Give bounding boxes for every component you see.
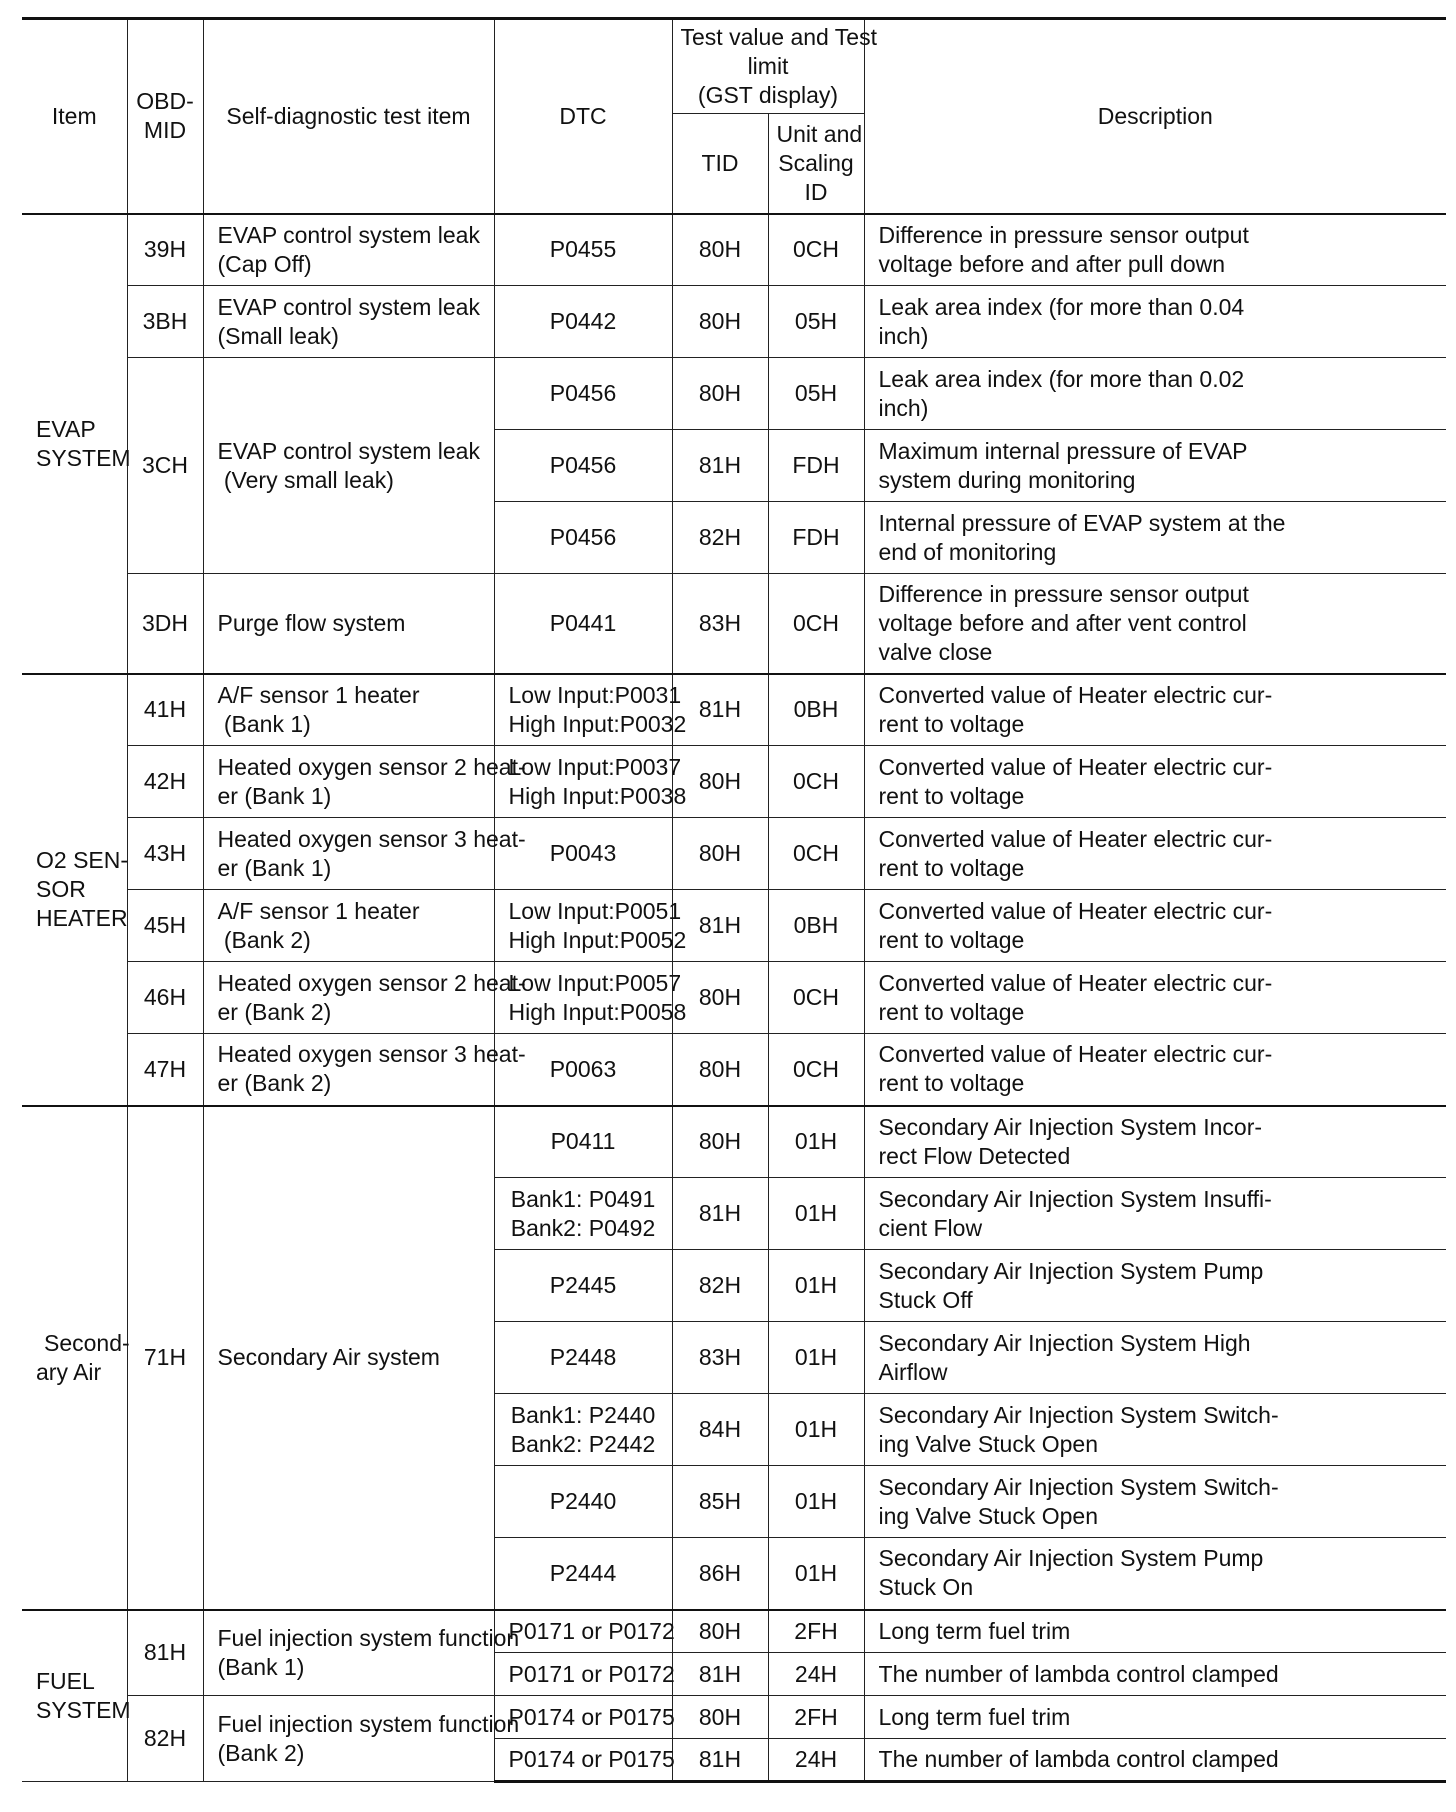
tid-cell: 81H — [672, 674, 768, 746]
table-row — [22, 746, 1446, 818]
unit-scaling-cell: 01H — [768, 1178, 864, 1250]
table-row — [22, 890, 1446, 962]
unit-scaling-cell: 01H — [768, 1466, 864, 1538]
unit-scaling-cell: 24H — [768, 1653, 864, 1696]
test-item-cell: EVAP control system leak (Cap Off) — [203, 214, 494, 286]
unit-scaling-cell: 01H — [768, 1394, 864, 1466]
obd-mid-cell: 45H — [127, 890, 203, 962]
dtc-cell: P2444 — [494, 1538, 672, 1610]
table-row — [22, 574, 1446, 674]
unit-scaling-cell: 05H — [768, 286, 864, 358]
obd-mid-cell: 71H — [127, 1106, 203, 1610]
dtc-cell: P2445 — [494, 1250, 672, 1322]
dtc-cell: Bank1: P0491 Bank2: P0492 — [494, 1178, 672, 1250]
test-item-cell: Fuel injection system function (Bank 1) — [203, 1610, 494, 1696]
dtc-cell: P0441 — [494, 574, 672, 674]
tid-cell: 80H — [672, 962, 768, 1034]
group-fuel-system: FUEL SYSTEM — [22, 1610, 127, 1782]
obd-mid-cell: 46H — [127, 962, 203, 1034]
description-cell: Secondary Air Injection System High Airflow — [864, 1322, 1446, 1394]
header-description: Description — [864, 19, 1446, 214]
unit-scaling-cell: 01H — [768, 1106, 864, 1178]
description-cell: Long term fuel trim — [864, 1610, 1446, 1653]
description-cell: Maximum internal pressure of EVAP system during monitoring — [864, 430, 1446, 502]
header-item: Item — [22, 19, 127, 214]
test-item-cell: Fuel injection system function (Bank 2) — [203, 1696, 494, 1782]
unit-scaling-cell: 05H — [768, 358, 864, 430]
dtc-cell: P0456 — [494, 358, 672, 430]
description-cell: Leak area index (for more than 0.04 inch) — [864, 286, 1446, 358]
dtc-cell: P0456 — [494, 430, 672, 502]
test-item-cell: Heated oxygen sensor 3 heat- er (Bank 1) — [203, 818, 494, 890]
obd-mid-cell: 39H — [127, 214, 203, 286]
dtc-cell: P0171 or P0172 — [494, 1653, 672, 1696]
table-row — [22, 358, 1446, 430]
obd-mid-cell: 3BH — [127, 286, 203, 358]
table-row — [22, 214, 1446, 286]
dtc-cell: P2440 — [494, 1466, 672, 1538]
dtc-cell: Low Input:P0031 High Input:P0032 — [494, 674, 672, 746]
tid-cell: 85H — [672, 1466, 768, 1538]
tid-cell: 83H — [672, 1322, 768, 1394]
unit-scaling-cell: 0CH — [768, 214, 864, 286]
group-evap-system: EVAP SYSTEM — [22, 214, 127, 674]
unit-scaling-cell: 2FH — [768, 1696, 864, 1739]
tid-cell: 82H — [672, 1250, 768, 1322]
tid-cell: 81H — [672, 430, 768, 502]
obd-mid-cell: 43H — [127, 818, 203, 890]
obd-mid-table-sheet — [22, 17, 1446, 1783]
unit-scaling-cell: 0CH — [768, 1034, 864, 1106]
test-item-cell: A/F sensor 1 heater (Bank 2) — [203, 890, 494, 962]
unit-scaling-cell: 01H — [768, 1538, 864, 1610]
obd-mid-cell: 82H — [127, 1696, 203, 1782]
description-cell: Difference in pressure sensor output voltage before and after pull down — [864, 214, 1446, 286]
dtc-cell: Bank1: P2440 Bank2: P2442 — [494, 1394, 672, 1466]
unit-scaling-cell: FDH — [768, 430, 864, 502]
header-obd-mid: OBD- MID — [127, 19, 203, 214]
unit-scaling-cell: 01H — [768, 1250, 864, 1322]
dtc-cell: Low Input:P0051 High Input:P0052 — [494, 890, 672, 962]
test-item-cell: Heated oxygen sensor 2 heat- er (Bank 2) — [203, 962, 494, 1034]
table-row — [22, 1610, 1446, 1653]
table-row — [22, 1106, 1446, 1178]
tid-cell: 80H — [672, 286, 768, 358]
group-o2-sensor-heater: O2 SEN- SOR HEATER — [22, 674, 127, 1106]
tid-cell: 80H — [672, 214, 768, 286]
tid-cell: 82H — [672, 502, 768, 574]
description-cell: Secondary Air Injection System Switch- ing Valve Stuck Open — [864, 1394, 1446, 1466]
unit-scaling-cell: 0CH — [768, 962, 864, 1034]
group-secondary-air: Second- ary Air — [22, 1106, 127, 1610]
test-item-cell: Purge flow system — [203, 574, 494, 674]
description-cell: The number of lambda control clamped — [864, 1739, 1446, 1782]
obd-mid-cell: 3CH — [127, 358, 203, 574]
table-row — [22, 818, 1446, 890]
table-row — [22, 674, 1446, 746]
table-row — [22, 962, 1446, 1034]
unit-scaling-cell: 0BH — [768, 890, 864, 962]
dtc-cell: Low Input:P0037 High Input:P0038 — [494, 746, 672, 818]
test-item-cell: EVAP control system leak (Very small leak) — [203, 358, 494, 574]
obd-mid-cell: 47H — [127, 1034, 203, 1106]
dtc-cell: P0174 or P0175 — [494, 1739, 672, 1782]
obd-mid-cell: 41H — [127, 674, 203, 746]
tid-cell: 80H — [672, 1610, 768, 1653]
tid-cell: 86H — [672, 1538, 768, 1610]
tid-cell: 80H — [672, 1034, 768, 1106]
unit-scaling-cell: FDH — [768, 502, 864, 574]
description-cell: Secondary Air Injection System Switch- ing Valve Stuck Open — [864, 1466, 1446, 1538]
header-dtc: DTC — [494, 19, 672, 214]
dtc-cell: P2448 — [494, 1322, 672, 1394]
tid-cell: 81H — [672, 1653, 768, 1696]
description-cell: Secondary Air Injection System Incor- rect Flow Detected — [864, 1106, 1446, 1178]
test-item-cell: Secondary Air system — [203, 1106, 494, 1610]
table-row — [22, 1696, 1446, 1739]
obd-mid-cell: 81H — [127, 1610, 203, 1696]
obd-mid-cell: 3DH — [127, 574, 203, 674]
unit-scaling-cell: 0BH — [768, 674, 864, 746]
description-cell: Internal pressure of EVAP system at the end of monitoring — [864, 502, 1446, 574]
dtc-cell: P0455 — [494, 214, 672, 286]
test-item-cell: EVAP control system leak (Small leak) — [203, 286, 494, 358]
dtc-cell: P0411 — [494, 1106, 672, 1178]
table-row — [22, 1034, 1446, 1106]
description-cell: Secondary Air Injection System Insuffi- cient Flow — [864, 1178, 1446, 1250]
description-cell: Difference in pressure sensor output voltage before and after vent control valve close — [864, 574, 1446, 674]
description-cell: Converted value of Heater electric cur- rent to voltage — [864, 818, 1446, 890]
unit-scaling-cell: 0CH — [768, 574, 864, 674]
test-item-cell: A/F sensor 1 heater (Bank 1) — [203, 674, 494, 746]
header-self-diagnostic-test-item: Self-diagnostic test item — [203, 19, 494, 214]
tid-cell: 84H — [672, 1394, 768, 1466]
description-cell: The number of lambda control clamped — [864, 1653, 1446, 1696]
header-unit-scaling-id: Unit and Scaling ID — [768, 114, 864, 214]
description-cell: Secondary Air Injection System Pump Stuck On — [864, 1538, 1446, 1610]
dtc-cell: P0442 — [494, 286, 672, 358]
test-item-cell: Heated oxygen sensor 3 heat- er (Bank 2) — [203, 1034, 494, 1106]
obd-mid-cell: 42H — [127, 746, 203, 818]
header-tid: TID — [672, 114, 768, 214]
unit-scaling-cell: 2FH — [768, 1610, 864, 1653]
dtc-cell: P0171 or P0172 — [494, 1610, 672, 1653]
tid-cell: 80H — [672, 1696, 768, 1739]
description-cell: Leak area index (for more than 0.02 inch) — [864, 358, 1446, 430]
dtc-cell: P0043 — [494, 818, 672, 890]
tid-cell: 81H — [672, 890, 768, 962]
description-cell: Converted value of Heater electric cur- rent to voltage — [864, 890, 1446, 962]
description-cell: Converted value of Heater electric cur- rent to voltage — [864, 746, 1446, 818]
test-item-cell: Heated oxygen sensor 2 heat- er (Bank 1) — [203, 746, 494, 818]
table-row — [22, 286, 1446, 358]
description-cell: Converted value of Heater electric cur- rent to voltage — [864, 1034, 1446, 1106]
description-cell: Converted value of Heater electric cur- rent to voltage — [864, 962, 1446, 1034]
description-cell: Converted value of Heater electric cur- rent to voltage — [864, 674, 1446, 746]
tid-cell: 80H — [672, 358, 768, 430]
tid-cell: 81H — [672, 1739, 768, 1782]
description-cell: Secondary Air Injection System Pump Stuck Off — [864, 1250, 1446, 1322]
obd-mid-table — [22, 17, 1446, 1783]
tid-cell: 80H — [672, 818, 768, 890]
header-test-value-limit: Test value and Test limit (GST display) — [672, 19, 864, 114]
dtc-cell: P0174 or P0175 — [494, 1696, 672, 1739]
unit-scaling-cell: 0CH — [768, 746, 864, 818]
tid-cell: 80H — [672, 1106, 768, 1178]
tid-cell: 80H — [672, 746, 768, 818]
tid-cell: 81H — [672, 1178, 768, 1250]
unit-scaling-cell: 01H — [768, 1322, 864, 1394]
description-cell: Long term fuel trim — [864, 1696, 1446, 1739]
dtc-cell: P0063 — [494, 1034, 672, 1106]
dtc-cell: Low Input:P0057 High Input:P0058 — [494, 962, 672, 1034]
tid-cell: 83H — [672, 574, 768, 674]
unit-scaling-cell: 0CH — [768, 818, 864, 890]
unit-scaling-cell: 24H — [768, 1739, 864, 1782]
dtc-cell: P0456 — [494, 502, 672, 574]
